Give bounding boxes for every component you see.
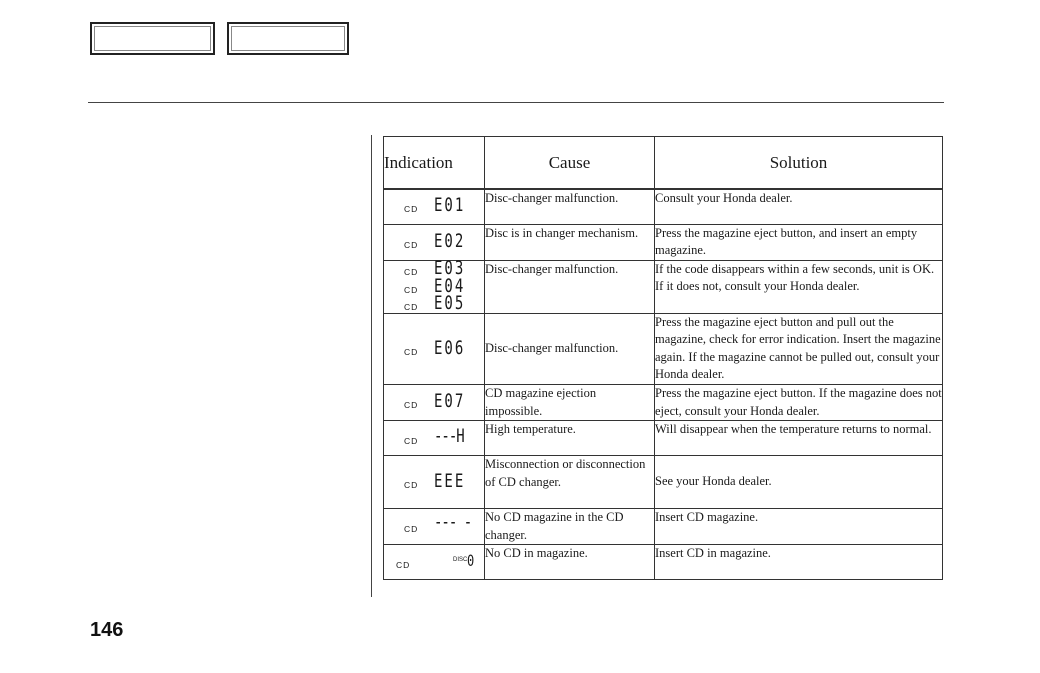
indication-cell — [384, 545, 485, 580]
error-code: E07 — [434, 391, 466, 413]
indication-cell — [384, 456, 485, 509]
table-row — [384, 545, 943, 580]
table-row — [384, 421, 943, 456]
cause-cell: Misconnection or disconnection of CD changer. — [485, 456, 655, 509]
indication-cell — [384, 189, 485, 224]
solution-cell: Insert CD in magazine. — [655, 545, 943, 580]
header-rule — [88, 102, 944, 103]
table-row — [384, 313, 943, 384]
table-row — [384, 509, 943, 545]
indication-cell — [384, 313, 485, 384]
error-code: E04 — [434, 276, 466, 298]
solution-cell: Press the magazine eject button and pull out the magazine, check for error indication. Insert the magazine again. If the magazine cannot be pulled out, consult your Honda dealer. — [655, 313, 943, 384]
page-number: 146 — [90, 619, 124, 641]
disc-number: 0 — [467, 552, 475, 571]
solution-cell: If the code disappears within a few seconds, unit is OK. If it does not, consult your Honda dealer. — [655, 260, 943, 313]
cd-indicator: CD — [404, 346, 419, 357]
cd-indicator: CD — [404, 239, 419, 250]
table-row — [384, 260, 943, 313]
solution-cell: Insert CD magazine. — [655, 509, 943, 545]
cd-indicator: CD — [404, 480, 419, 491]
error-code: E06 — [434, 338, 466, 360]
section-divider — [371, 135, 372, 597]
disc-label: DISC — [453, 557, 468, 564]
solution-cell: Consult your Honda dealer. — [655, 189, 943, 224]
error-code: ---H — [434, 426, 464, 448]
cd-indicator: CD — [404, 436, 419, 447]
cause-cell: No CD in magazine. — [485, 545, 655, 580]
cause-cell: Disc-changer malfunction. — [485, 189, 655, 224]
indication-cell — [384, 421, 485, 456]
cause-cell: High temperature. — [485, 421, 655, 456]
error-code: --- - — [434, 512, 472, 534]
solution-cell: See your Honda dealer. — [655, 456, 943, 509]
cd-indicator: CD — [404, 204, 419, 214]
previous-section-button[interactable] — [90, 22, 215, 55]
cd-changer-error-table — [383, 136, 943, 580]
cd-indicator: CD — [404, 400, 419, 411]
indication-cell — [384, 260, 485, 313]
error-code: E05 — [434, 293, 466, 315]
cause-cell: Disc-changer malfunction. — [485, 313, 655, 384]
indication-cell — [384, 224, 485, 260]
cd-indicator: CD — [396, 560, 411, 571]
table-row — [384, 385, 943, 421]
solution-cell: Press the magazine eject button, and insert an empty magazine. — [655, 224, 943, 260]
cause-cell: No CD magazine in the CD changer. — [485, 509, 655, 545]
table-row — [384, 224, 943, 260]
error-code: E03 — [434, 258, 466, 280]
header-solution: Solution — [655, 137, 943, 190]
error-code: EEE — [434, 471, 466, 493]
cause-cell: CD magazine ejection impossible. — [485, 385, 655, 421]
error-code: E02 — [434, 231, 466, 252]
cd-indicator: CD — [404, 284, 419, 295]
cause-cell: Disc is in changer mechanism. — [485, 224, 655, 260]
next-section-button[interactable] — [227, 22, 349, 55]
indication-cell — [384, 509, 485, 545]
indication-cell — [384, 385, 485, 421]
error-code: E01 — [434, 195, 466, 217]
header-cause: Cause — [485, 137, 655, 190]
table-header-row — [384, 137, 943, 190]
cd-indicator: CD — [404, 266, 419, 277]
solution-cell: Will disappear when the temperature returns to normal. — [655, 421, 943, 456]
table-row — [384, 189, 943, 224]
table-row — [384, 456, 943, 509]
solution-cell: Press the magazine eject button. If the magazine does not eject, consult your Honda dealer. — [655, 385, 943, 421]
header-indication: Indication — [384, 137, 485, 190]
cause-cell: Disc-changer malfunction. — [485, 260, 655, 313]
cd-indicator: CD — [404, 301, 419, 312]
cd-indicator: CD — [404, 524, 419, 535]
